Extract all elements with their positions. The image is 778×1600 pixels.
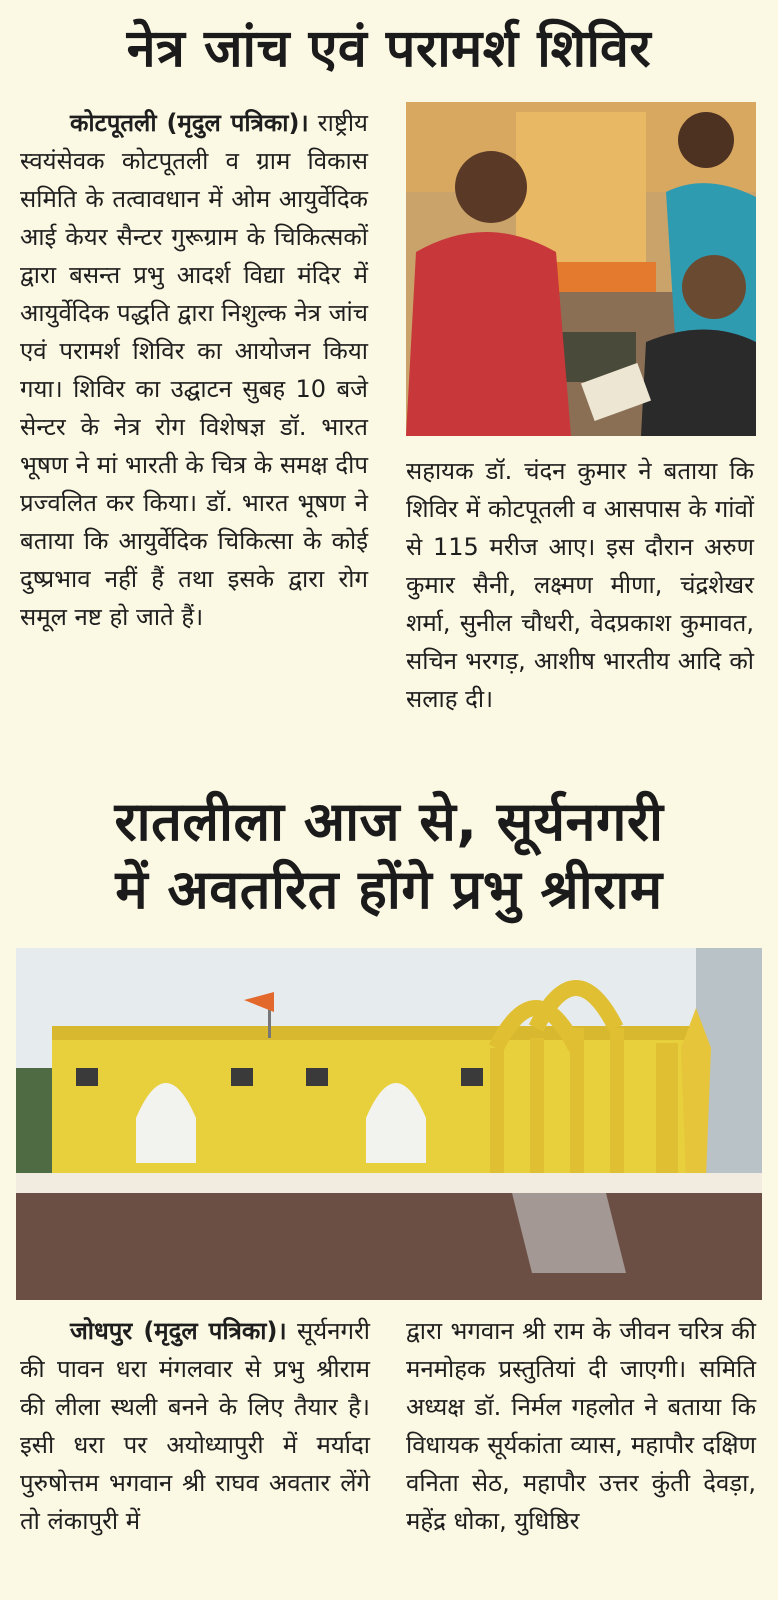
article2-headline <box>0 788 778 924</box>
article2-dateline: जोधपुर (मृदुल पत्रिका)। <box>70 1317 287 1345</box>
eye-camp-photo <box>406 102 756 436</box>
article1-body-left <box>20 104 368 636</box>
article1-headline: नेत्र जांच एवं परामर्श शिविर <box>126 19 652 79</box>
article2-body-left <box>20 1312 370 1540</box>
article1-body-left-text: राष्ट्रीय स्वयंसेवक कोटपूतली व ग्राम विकास समिति के तत्वावधान में ओम आयुर्वेदिक आई केयर सैन्टर गुरूग्राम के चिकित्सकों द्वारा बसन्त प्रभु आदर्श विद्या मंदिर में आयुर्वेदिक पद्धति द्वारा निशुल्क नेत्र जांच एवं परामर्श शिविर का आयोजन किया गया। शिविर का उद्घाटन सुबह 10 बजे सेन्टर के नेत्र रोग विशेषज्ञ डॉ. भारत भूषण ने मां भारती के चित्र के समक्ष दीप प्रज्वलित कर किया। डॉ. भारत भूषण ने बताया कि आयुर्वेदिक चिकित्सा के कोई दुष्प्रभाव नहीं हैं तथा इसके द्वारा रोग समूल नष्ट हो जाते हैं। <box>20 109 368 631</box>
article1-dateline: कोटपूतली (मृदुल पत्रिका)। <box>70 109 309 137</box>
article2-headline-line1: रातलीला आज से, सूर्यनगरी <box>114 790 664 853</box>
article1-body-right: सहायक डॉ. चंदन कुमार ने बताया कि शिविर में कोटपूतली व आसपास के गांवों से 115 मरीज आए। इस दौरान अरुण कुमार सैनी, लक्ष्मण मीणा, चंद्रशेखर शर्मा, सुनील चौधरी, वेदप्रकाश कुमावत, सचिन भरगड़, आशीष भारतीय आदि को सलाह दी। <box>406 457 754 713</box>
article2-body-left-text: सूर्यनगरी की पावन धरा मंगलवार से प्रभु श्रीराम की लीला स्थली बनने के लिए तैयार है। इसी धरा पर अयोध्यापुरी में मर्यादा पुरुषोत्तम भगवान श्री राघव अवतार लेंगे तो लंकापुरी में <box>20 1317 370 1535</box>
article2-headline-line2: में अवतरित होंगे प्रभु श्रीराम <box>115 858 663 921</box>
article2-body-right: द्वारा भगवान श्री राम के जीवन चरित्र की मनमोहक प्रस्तुतियां दी जाएगी। समिति अध्यक्ष डॉ. निर्मल गहलोत ने बताया कि विधायक सूर्यकांता व्यास, महापौर दक्षिण वनिता सेठ, महापौर उत्तर कुंती देवड़ा, महेंद्र धोका, युधिष्ठिर <box>406 1317 756 1535</box>
ramleela-stage-photo <box>16 948 762 1300</box>
